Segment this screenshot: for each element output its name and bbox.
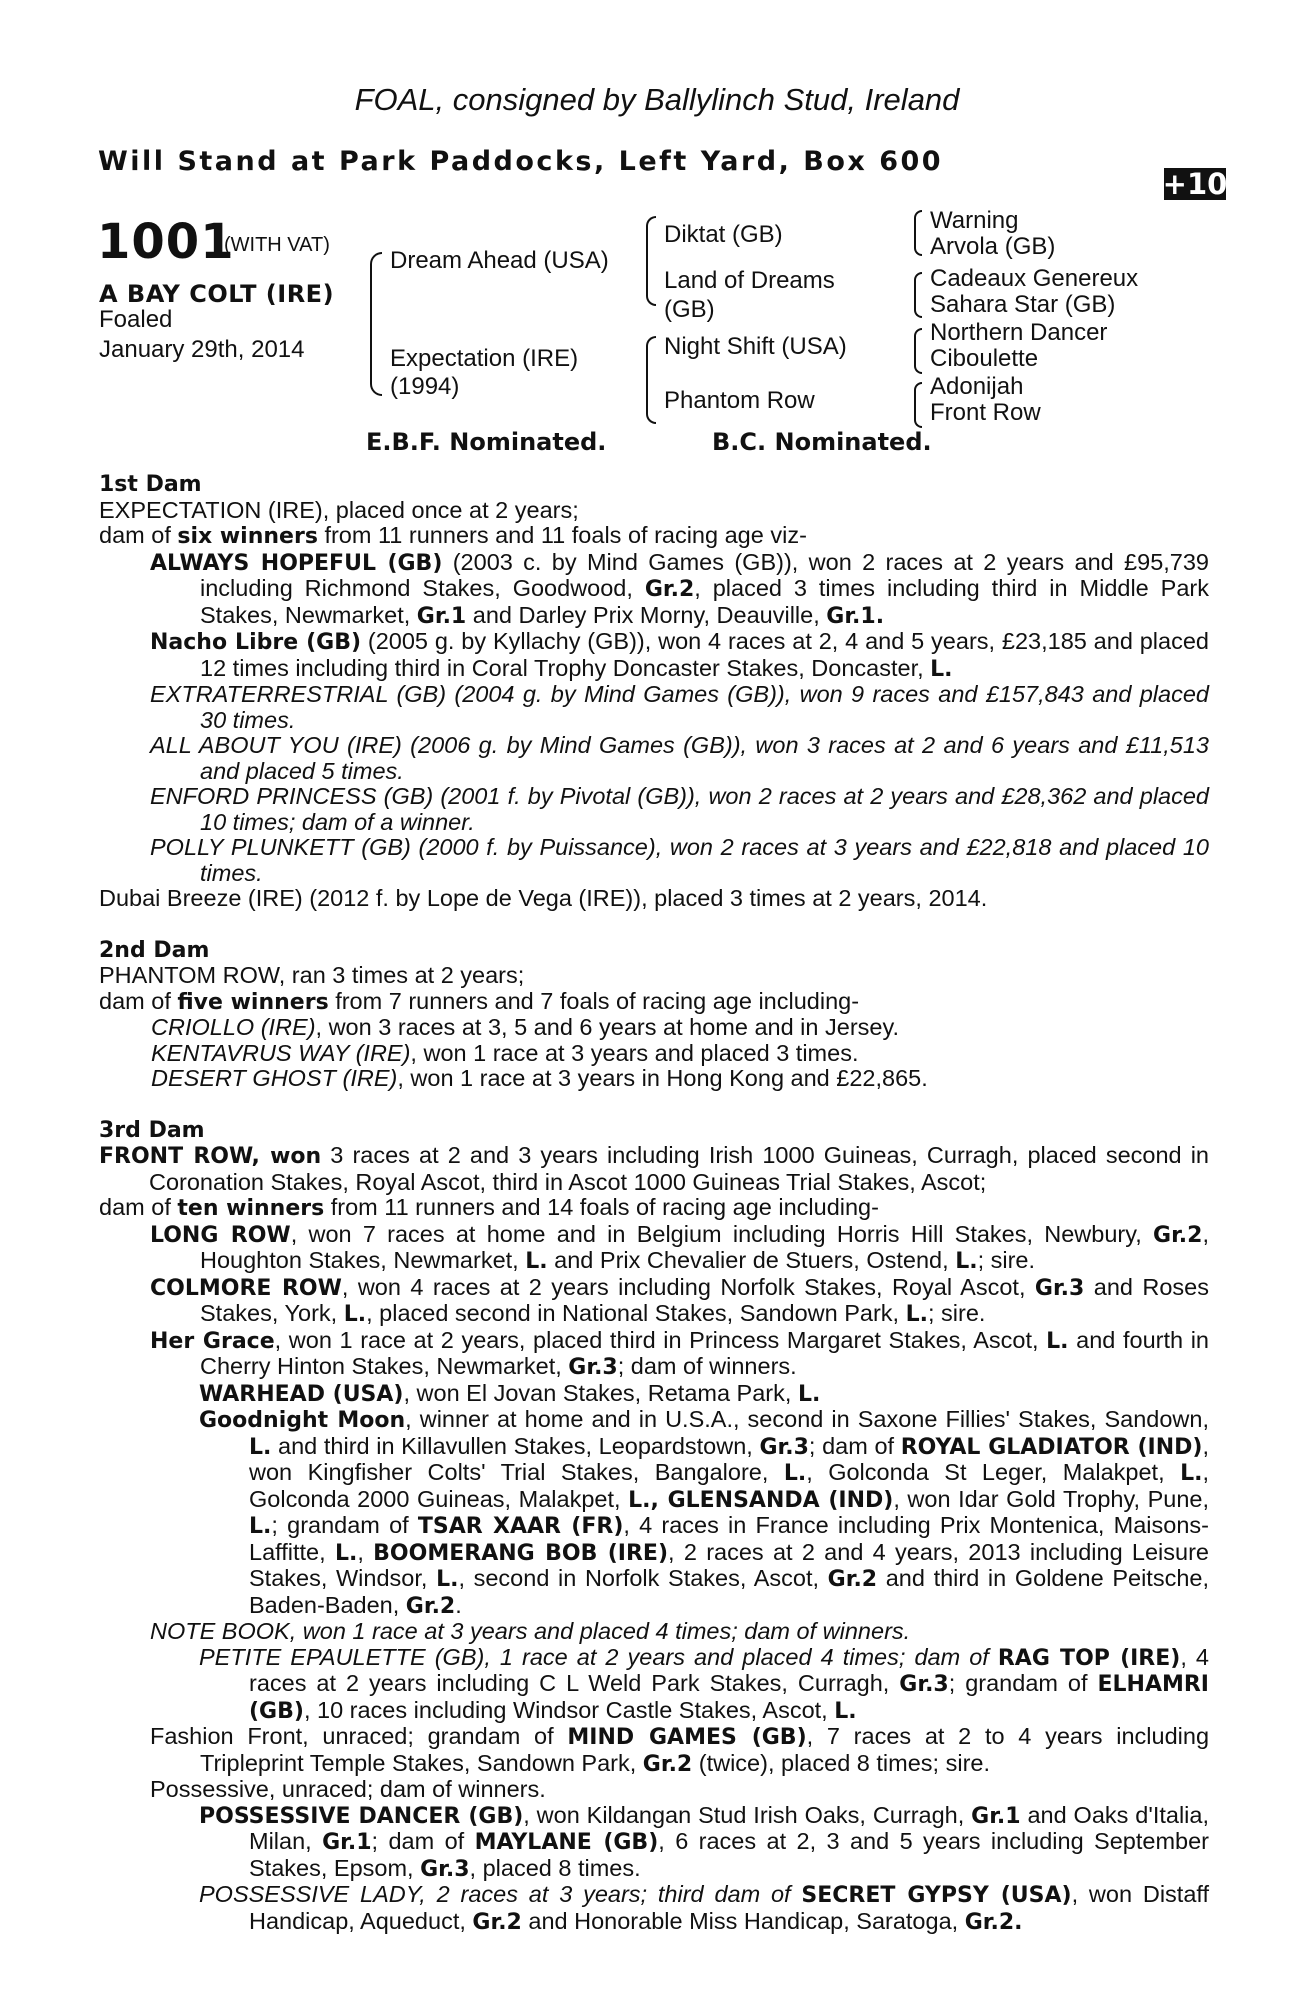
pedigree-brace-g78 bbox=[914, 382, 922, 428]
sire-dam: Land of Dreams (GB) bbox=[664, 267, 835, 323]
dam2-intro: PHANTOM ROW, ran 3 times at 2 years; bbox=[99, 962, 525, 988]
grandsire-4: Sahara Star (GB) bbox=[930, 291, 1116, 318]
pedigree-brace-g12 bbox=[914, 210, 922, 256]
vat-note: (WITH VAT) bbox=[224, 234, 330, 256]
progeny-entry: Goodnight Moon, winner at home and in U.S.A., second in Saxone Fillies' Stakes, Sandown, L. and third in Killavullen Stakes, Leopardstown, Gr.3; dam of ROYAL GLADIATOR (IND), won Kingfisher Colts' Trial Stakes, Bangalore, L., Golconda St Leger, Malakpet, L., Golconda 2000 Guineas, Malakpet, L., GLENSANDA (IND), won Idar Gold Trophy, Pune, L.; grandam of TSAR XAAR (FR), 4 races in France including Prix Montenica, Maisons-Laffitte, L., BOOMERANG BOB (IRE), 2 races at 2 and 4 years, 2013 including Leisure Stakes, Windsor, L., second in Norfolk Stakes, Ascot, Gr.2 and third in Goldene Peitsche, Baden-Baden, Gr.2. bbox=[199, 1406, 1210, 1619]
dam2-progeny: dam of five winners from 7 runners and 7 foals of racing age including- bbox=[99, 987, 860, 1015]
stand-location: Will Stand at Park Paddocks, Left Yard, Box 600 bbox=[98, 146, 944, 177]
sire-sire: Diktat (GB) bbox=[664, 221, 783, 248]
progeny-entry: Dubai Breeze (IRE) (2012 f. by Lope de Vega (IRE)), placed 3 times at 2 years, 2014. bbox=[99, 885, 988, 911]
progeny-entry: LONG ROW, won 7 races at home and in Belgium including Horris Hill Stakes, Newbury, Gr.2, Houghton Stakes, Newmarket, L. and Prix Chevalier de Stuers, Ostend, L.; sire. bbox=[150, 1220, 1209, 1274]
progeny-entry: WARHEAD (USA), won El Jovan Stakes, Retama Park, L. bbox=[199, 1379, 821, 1407]
progeny-entry: NOTE BOOK, won 1 race at 3 years and placed 4 times; dam of winners. bbox=[150, 1618, 911, 1644]
foaled-date: January 29th, 2014 bbox=[99, 336, 305, 363]
ebf-nominated: E.B.F. Nominated. bbox=[366, 428, 607, 456]
grandsire-1: Warning bbox=[930, 207, 1019, 234]
progeny-entry: CRIOLLO (IRE), won 3 races at 3, 5 and 6 years at home and in Jersey. bbox=[151, 1014, 900, 1040]
dam: Expectation (IRE) bbox=[390, 345, 579, 372]
pedigree-brace-g34 bbox=[914, 272, 922, 318]
consignor-line: FOAL, consigned by Ballylinch Stud, Ireland bbox=[354, 82, 960, 117]
dam2-heading: 2nd Dam bbox=[99, 937, 210, 963]
dam1-progeny: dam of six winners from 11 runners and 11 foals of racing age viz- bbox=[99, 522, 807, 549]
progeny-entry: Her Grace, won 1 race at 2 years, placed third in Princess Margaret Stakes, Ascot, L. and fourth in Cherry Hinton Stakes, Newmarket, Gr.3; dam of winners. bbox=[150, 1326, 1209, 1380]
pedigree-brace-main bbox=[370, 252, 382, 396]
sire: Dream Ahead (USA) bbox=[390, 247, 609, 274]
dam3-intro: FRONT ROW, won 3 races at 2 and 3 years including Irish 1000 Guineas, Curragh, placed second in Coronation Stakes, Royal Ascot, third in Ascot 1000 Guineas Trial Stakes, Ascot; bbox=[99, 1142, 1209, 1195]
progeny-entry: Possessive, unraced; dam of winners. bbox=[150, 1776, 546, 1802]
progeny-entry: PETITE EPAULETTE (GB), 1 race at 2 years and placed 4 times; dam of RAG TOP (IRE), 4 races at 2 years including C L Weld Park Stakes, Curragh, Gr.3; grandam of ELHAMRI (GB), 10 races including Windsor Castle Stakes, Ascot, L. bbox=[199, 1643, 1209, 1724]
progeny-entry: POSSESSIVE DANCER (GB), won Kildangan Stud Irish Oaks, Curragh, Gr.1 and Oaks d'Italia, Milan, Gr.1; dam of MAYLANE (GB), 6 races at 2, 3 and 5 years including September Stakes, Epsom, Gr.3, placed 8 times. bbox=[199, 1801, 1210, 1882]
dam3-heading: 3rd Dam bbox=[99, 1117, 205, 1143]
dam-sire: Night Shift (USA) bbox=[664, 333, 847, 360]
grandsire-8: Front Row bbox=[930, 399, 1041, 426]
progeny-entry: POLLY PLUNKETT (GB) (2000 f. by Puissance), won 2 races at 3 years and £22,818 and placed 10 times. bbox=[150, 834, 1209, 886]
foaled-label: Foaled bbox=[99, 306, 173, 333]
lot-description: A BAY COLT (IRE) bbox=[99, 280, 335, 308]
dam-dam: Phantom Row bbox=[664, 387, 815, 414]
progeny-entry: ENFORD PRINCESS (GB) (2001 f. by Pivotal (GB)), won 2 races at 2 years and £28,362 and placed 10 times; dam of a winner. bbox=[150, 783, 1209, 835]
dam1-intro: EXPECTATION (IRE), placed once at 2 years; bbox=[99, 496, 579, 523]
progeny-entry: COLMORE ROW, won 4 races at 2 years including Norfolk Stakes, Royal Ascot, Gr.3 and Roses Stakes, York, L., placed second in National Stakes, Sandown Park, L.; sire. bbox=[150, 1273, 1209, 1327]
bc-nominated: B.C. Nominated. bbox=[712, 428, 932, 456]
progeny-entry: POSSESSIVE LADY, 2 races at 3 years; third dam of SECRET GYPSY (USA), won Distaff Handicap, Aqueduct, Gr.2 and Honorable Miss Handicap, Saratoga, Gr.2. bbox=[199, 1881, 1210, 1935]
grandsire-6: Ciboulette bbox=[930, 345, 1039, 372]
family-details bbox=[99, 472, 1209, 1935]
grandsire-2: Arvola (GB) bbox=[930, 233, 1056, 260]
pedigree-brace-dam bbox=[646, 336, 656, 424]
grandsire-3: Cadeaux Genereux bbox=[930, 265, 1139, 292]
dam3-progeny: dam of ten winners from 11 runners and 14 foals of racing age including- bbox=[99, 1194, 879, 1221]
grandsire-7: Adonijah bbox=[930, 373, 1024, 400]
progeny-entry: KENTAVRUS WAY (IRE), won 1 race at 3 years and placed 3 times. bbox=[151, 1039, 859, 1066]
grandsire-5: Northern Dancer bbox=[930, 319, 1108, 346]
pedigree-brace-sire bbox=[646, 216, 656, 306]
dam1-heading: 1st Dam bbox=[99, 472, 202, 497]
progeny-entry: Fashion Front, unraced; grandam of MIND GAMES (GB), 7 races at 2 to 4 years including Tripleprint Temple Stakes, Sandown Park, Gr.2 (twice), placed 8 times; sire. bbox=[150, 1723, 1210, 1777]
foaled-info bbox=[99, 305, 305, 365]
progeny-entry: ALWAYS HOPEFUL (GB) (2003 c. by Mind Games (GB)), won 2 races at 2 years and £95,739 including Richmond Stakes, Goodwood, Gr.2, placed 3 times including third in Middle Park Stakes, Newmarket, Gr.1 and Darley Prix Morny, Deauville, Gr.1. bbox=[150, 548, 1210, 629]
progeny-entry: EXTRATERRESTRIAL (GB) (2004 g. by Mind Games (GB)), won 9 races and £157,843 and placed 30 times. bbox=[150, 681, 1209, 733]
lot-number: 1001 bbox=[97, 214, 235, 270]
vat-badge: +10 bbox=[1162, 167, 1228, 201]
pedigree-brace-g56 bbox=[914, 328, 922, 374]
progeny-entry: Nacho Libre (GB) (2005 g. by Kyllachy (GB)), won 4 races at 2, 4 and 5 years, £23,185 and placed 12 times including third in Coral Trophy Doncaster Stakes, Doncaster, L. bbox=[150, 628, 1209, 682]
progeny-entry: ALL ABOUT YOU (IRE) (2006 g. by Mind Games (GB)), won 3 races at 2 and 6 years and £11,513 and placed 5 times. bbox=[150, 732, 1209, 784]
dam-year: (1994) bbox=[390, 373, 460, 400]
progeny-entry: DESERT GHOST (IRE), won 1 race at 3 years in Hong Kong and £22,865. bbox=[151, 1065, 928, 1091]
